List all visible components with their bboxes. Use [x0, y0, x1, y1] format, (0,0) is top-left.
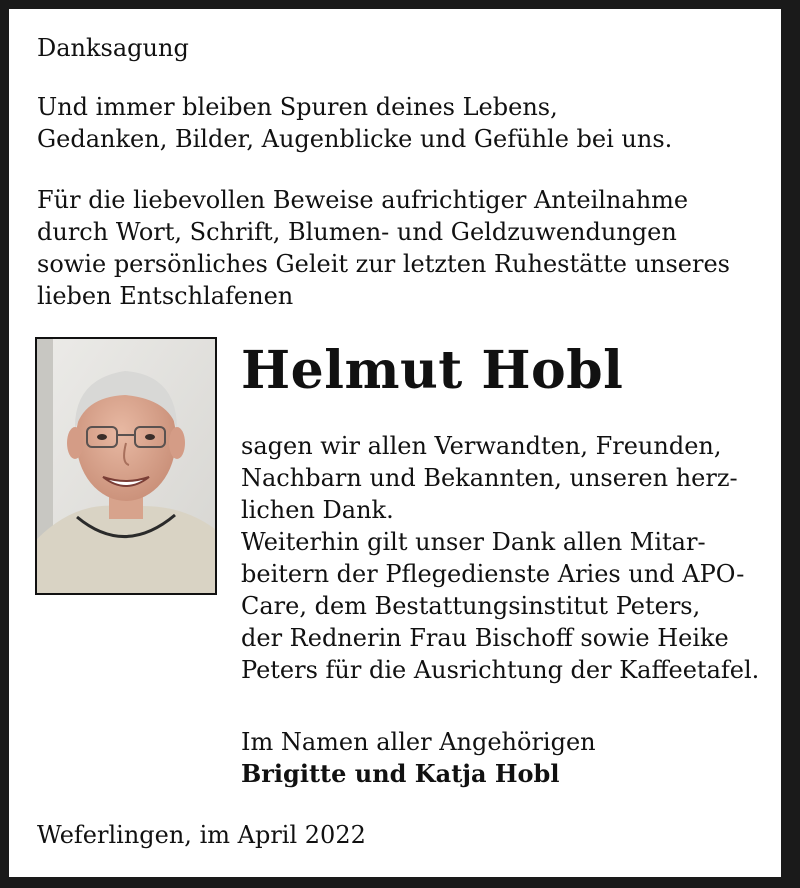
- poem: [37, 91, 769, 155]
- signature-intro: Im Namen aller Angehörigen: [241, 728, 596, 756]
- signature-names: Brigitte und Katja Hobl: [241, 759, 560, 788]
- intro-line: sowie persönliches Geleit zur letzten Ruhestätte unseres: [37, 250, 730, 278]
- heading: Danksagung: [37, 34, 189, 62]
- thanks-line: Nachbarn und Bekannten, unseren herz-: [241, 464, 738, 492]
- thanks-line: sagen wir allen Verwandten, Freunden,: [241, 432, 722, 460]
- thanks-line: der Rednerin Frau Bischoff sowie Heike: [241, 624, 729, 652]
- poem-line: Und immer bleiben Spuren deines Lebens,: [37, 93, 558, 121]
- portrait-photo: [35, 337, 217, 595]
- portrait-icon: [37, 339, 215, 593]
- intro-line: durch Wort, Schrift, Blumen- und Geldzuwendungen: [37, 218, 677, 246]
- place-date: Weferlingen, im April 2022: [37, 821, 366, 849]
- thanks-line: lichen Dank.: [241, 496, 394, 524]
- thanks-line: Weiterhin gilt unser Dank allen Mitar-: [241, 528, 706, 556]
- signature: [241, 726, 771, 790]
- intro-line: lieben Entschlafenen: [37, 282, 294, 310]
- poem-line: Gedanken, Bilder, Augenblicke und Gefühle bei uns.: [37, 125, 673, 153]
- obituary-card: [9, 9, 781, 877]
- thanks-paragraph: [241, 430, 771, 686]
- intro-paragraph: [37, 184, 769, 312]
- thanks-line: Care, dem Bestattungsinstitut Peters,: [241, 592, 701, 620]
- intro-line: Für die liebevollen Beweise aufrichtiger Anteilnahme: [37, 186, 689, 214]
- deceased-name: Helmut Hobl: [241, 340, 624, 401]
- thanks-line: beitern der Pflegedienste Aries und APO-: [241, 560, 745, 588]
- thanks-line: Peters für die Ausrichtung der Kaffeetafel.: [241, 656, 760, 684]
